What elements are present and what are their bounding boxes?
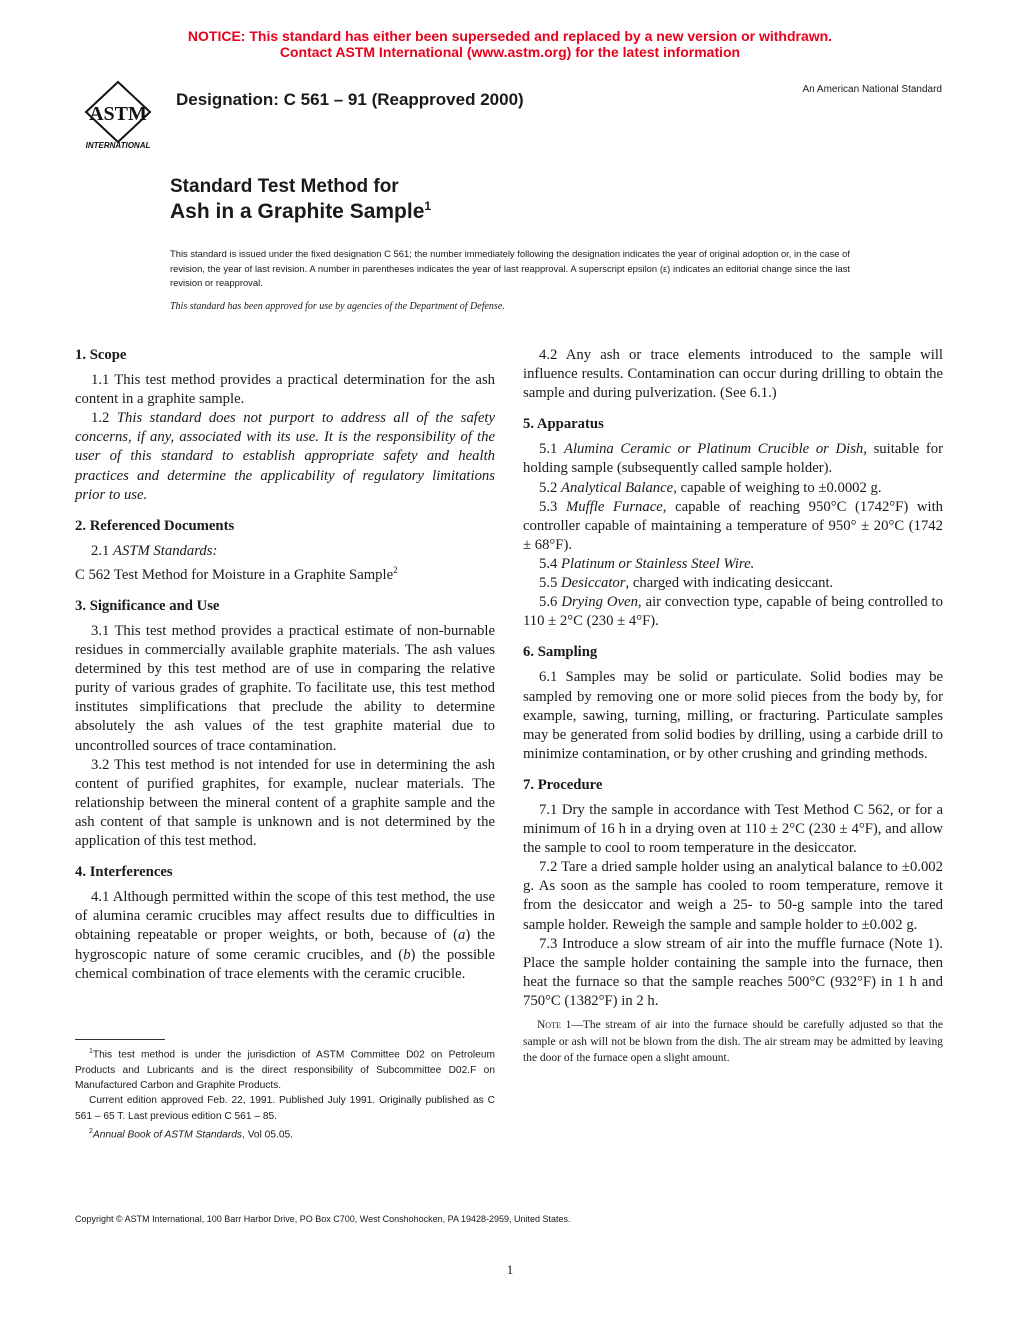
paragraph-5-3 (523, 498, 943, 555)
item-name: Muffle Furnace (566, 498, 663, 515)
paragraph-3-2: 3.2 This test method is not intended for use in determining the ash content of purified graphites, for example, nuclear materials. The relationship between the mineral content of a graphite sample and the ash content of that sample is unknown and is not determined by the application of this test method. (75, 756, 495, 850)
paragraph-number: 2.1 (91, 542, 110, 559)
footnote-2 (75, 1124, 495, 1143)
section-heading-referenced-documents: 2. Referenced Documents (75, 517, 235, 534)
item-name: Desiccator (561, 575, 626, 592)
section-heading-interferences: 4. Interferences (75, 864, 173, 881)
footnote-mark: 2 (89, 1127, 93, 1135)
paragraph-1-2 (75, 409, 495, 504)
paragraph-5-5 (523, 574, 943, 593)
item-name: Platinum or Stainless Steel Wire. (561, 555, 755, 572)
title-line-2 (170, 200, 431, 224)
item-text: , suitable for holding sample (subsequently called sample holder). (523, 441, 944, 477)
paragraph-2-1 (75, 542, 495, 561)
paragraph-7-2: 7.2 Tare a dried sample holder using an analytical balance to ±0.002 g. As soon as the sample has cooled to room temperature, remove it from the desiccator and weigh a 25- to 50-g sample into the tared sample holder. Reweigh the sample and sample holder to ±0.002 g. (523, 859, 943, 933)
paragraph-number: 5.1 (539, 441, 558, 458)
note-text: —The stream of air into the furnace should be carefully adjusted so that the sample or ash will not be blown from the dish. The air stream may be admitted by leaving the door of the furnace open a slight amount. (523, 1019, 943, 1064)
dod-approval: This standard has been approved for use by agencies of the Department of Defense. (170, 301, 505, 312)
item-a: a (457, 927, 466, 944)
reference-text: C 562 Test Method for Moisture in a Graphite Sample (75, 566, 394, 583)
paragraph-number: 5.2 (539, 479, 558, 496)
paragraph-number: 5.3 (539, 498, 558, 515)
left-column (75, 346, 495, 984)
text-part: ) the possible chemical combination of trace elements with the ceramic crucible. (75, 946, 495, 982)
item-text: , charged with indicating desiccant. (625, 575, 834, 592)
title-footnote-mark: 1 (424, 199, 432, 213)
paragraph-5-1 (523, 440, 943, 478)
paragraph-number: 5.6 (539, 594, 558, 611)
footnote-1 (75, 1044, 495, 1093)
section-heading-significance: 3. Significance and Use (75, 597, 220, 614)
national-standard-label: An American National Standard (802, 84, 942, 95)
item-name: Analytical Balance (561, 479, 674, 496)
item-name: Alumina Ceramic or Platinum Crucible or Dish (564, 441, 864, 458)
paragraph-1-1: 1.1 This test method provides a practical determination for the ash content in a graphite sample. (75, 372, 495, 408)
note-1 (523, 1017, 943, 1067)
footnote-mark: 1 (89, 1048, 93, 1055)
paragraph-number: 5.5 (539, 575, 558, 592)
paragraph-5-6 (523, 593, 943, 631)
page-number: 1 (506, 1262, 514, 1277)
item-b: b (403, 946, 411, 963)
paragraph-7-1: 7.1 Dry the sample in accordance with Test Method C 562, or for a minimum of 16 h in a drying oven at 110 ± 2°C (230 ± 4°F), and allow the sample to cool to room temperature in the desiccator. (523, 801, 943, 857)
text-part: 4.1 Although permitted within the scope of this test method, the use of alumina ceramic crucibles may affect results due to difficulties in obtaining repeatable or proper weights, or both, because of ( (75, 889, 495, 944)
footnote-rule (75, 1039, 165, 1040)
paragraph-4-2: 4.2 Any ash or trace elements introduced to the sample will influence results. Contamination can occur during drilling to obtain the sample and during pulverization. (See 6.1.) (523, 347, 943, 402)
item-text: , air convection type, capable of being controlled to 110 ± 2°C (230 ± 4°F). (523, 594, 943, 630)
item-name: Drying Oven (561, 594, 638, 611)
logo-text: ASTM (89, 103, 147, 125)
footnote-italic: Annual Book of ASTM Standards (92, 1129, 243, 1141)
title-line-1: Standard Test Method for (170, 176, 399, 197)
section-heading-procedure: 7. Procedure (523, 776, 603, 793)
designation: Designation: C 561 – 91 (Reapproved 2000) (176, 90, 524, 109)
paragraph-6-1: 6.1 Samples may be solid or particulate. Solid bodies may be sampled by removing one or more solid pieces from the body by, for example, sawing, turning, milling, or fracturing. Particulate samples may be generated from solid bodies by drilling, using a carbide drill to minimize contamination, or by other crushing and grinding methods. (523, 669, 943, 762)
paragraph-7-3: 7.3 Introduce a slow stream of air into the muffle furnace (Note 1). Place the sample holder containing the sample into the furnace, then heat the furnace so that the sample reaches 500°C (932°F) in 1 h and 750°C (1382°F) in 2 h. (523, 935, 943, 1009)
issuance-note: This standard is issued under the fixed designation C 561; the number immediately following the designation indicates the year of original adoption or, in the case of revision, the year of last revision. A number in parentheses indicates the year of last reapproval. A superscript epsilon (ε) indicates an editorial change since the last revision or reapproval. (170, 248, 850, 288)
paragraph-5-2 (523, 479, 943, 498)
notice-banner (0, 28, 1020, 60)
footnote-mark: 2 (393, 564, 398, 575)
right-column (523, 346, 943, 1067)
paragraph-4-1 (75, 888, 495, 983)
paragraph-3-1: 3.1 This test method provides a practical estimate of non-burnable residues in commercially available graphite materials. The ash values determined by this test method are of use in comparing the relative purity of various grades of graphite. To facilitate use, this test method institutes simplifications that preclude the ability to determine absolutely the ash values of the test graphite material due to uncontrolled sources of trace contamination. (75, 623, 495, 754)
copyright-notice: Copyright © ASTM International, 100 Barr Harbor Drive, PO Box C700, West Conshohocken, PA 19428-2959, United States. (75, 1214, 571, 1224)
section-heading-scope: 1. Scope (75, 347, 127, 363)
note-label: Note 1 (537, 1019, 572, 1031)
section-heading-sampling: 6. Sampling (523, 644, 598, 661)
astm-standards-label: ASTM Standards: (113, 542, 218, 559)
item-text: , capable of weighing to ±0.0002 g. (673, 479, 882, 496)
paragraph-number: 1.2 (91, 410, 110, 427)
title-main: Ash in a Graphite Sample (170, 200, 425, 223)
footnotes (75, 1039, 495, 1143)
astm-logo (76, 76, 160, 152)
notice-line-2: Contact ASTM International (www.astm.org) for the latest information (279, 44, 741, 60)
text-part: ) the hygroscopic nature of some ceramic crucibles, and ( (75, 927, 495, 963)
logo-subtext: INTERNATIONAL (85, 141, 151, 150)
safety-statement: This standard does not purport to address all of the safety concerns, if any, associated with its use. It is the responsibility of the user of this standard to establish appropriate safety and health practices and determine the applicability of regulatory limitations prior to use. (75, 410, 496, 503)
paragraph-5-4 (523, 555, 943, 574)
paragraph-number: 5.4 (539, 555, 558, 572)
item-text: , capable of reaching 950°C (1742°F) with controller capable of maintaining a temperature of 950° ± 20°C (1742 ± 68°F). (523, 498, 943, 553)
notice-line-1: NOTICE: This standard has either been superseded and replaced by a new version or withdrawn. (187, 28, 833, 44)
footnote-text: This test method is under the jurisdiction of ASTM Committee D02 on Petroleum Products and Lubricants and is the direct responsibility of Subcommittee D02.F on Manufactured Carbon and Graphite Products. (75, 1049, 495, 1091)
section-heading-apparatus: 5. Apparatus (523, 416, 604, 433)
astm-logo-icon (76, 76, 160, 152)
footnote-1-edition: Current edition approved Feb. 22, 1991. Published July 1991. Originally published as C 561 – 65 T. Last previous edition C 561 – 85. (75, 1095, 495, 1122)
footnote-text: , Vol 05.05. (242, 1129, 294, 1141)
reference-c562 (75, 561, 495, 585)
